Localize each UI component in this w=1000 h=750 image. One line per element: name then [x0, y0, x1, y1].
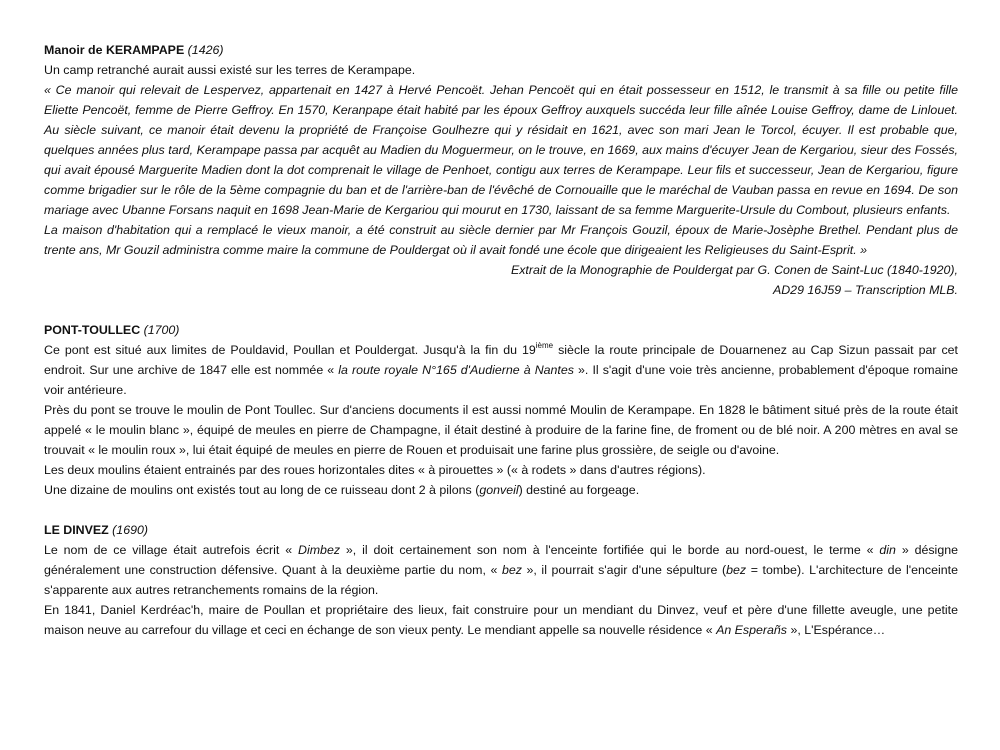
section-title: Manoir de KERAMPAPE — [44, 43, 185, 57]
section-title: LE DINVEZ — [44, 523, 109, 537]
source-line: AD29 16J59 – Transcription MLB. — [772, 283, 958, 297]
text-run: Le nom de ce village était autrefois écrit « — [44, 543, 299, 557]
italic-run: bez — [726, 563, 747, 577]
section-date: (1426) — [187, 43, 224, 57]
paragraph — [44, 480, 958, 500]
section-heading — [44, 40, 958, 60]
text-run: » désigne généralement une construction défensive. Quant à la deuxième partie du nom, « — [44, 543, 958, 577]
paragraph: Un camp retranché aurait aussi existé sur les terres de Kerampape. — [44, 63, 416, 77]
quote-paragraph: La maison d'habitation qui a remplacé le vieux manoir, a été construit au siècle dernier par Mr François Gouzil, époux de Marie-Josèphe Brethel. Pendant plus de trente ans, Mr Gouzil administra comme maire la commune de Pouldergat où il avait fondé une école que dirigeaient les Religieuses du Saint-Esprit. » — [44, 223, 958, 257]
source-line: Extrait de la Monographie de Pouldergat par G. Conen de Saint-Luc (1840-1920), — [510, 263, 958, 277]
paragraph: Près du pont se trouve le moulin de Pont Toullec. Sur d'anciens documents il est aussi nommé Moulin de Kerampape. En 1828 le bâtiment situé près de la route était appelé « le moulin blanc », équipé de meules en pierre de Champagne, il était destiné à produire de la farine fine, de froment ou de blé noir. A 200 mètres en aval se trouvait « le moulin roux », lui était équipé de meules en pierre de Rouen et produisait une farine plus grossière, de seigle ou d'avoine. — [44, 403, 958, 457]
text-run: siècle la route principale de Douarnenez au Cap Sizun passait par cet endroit. Sur une archive de 1847 elle est nommée « — [44, 343, 959, 377]
italic-run: gonveil — [479, 483, 519, 497]
text-run: », il doit certainement son nom à l'enceinte fortifiée qui le borde au nord-ouest, le terme « — [340, 543, 880, 557]
section-pont-toullec — [44, 320, 958, 500]
section-title: PONT-TOULLEC — [44, 323, 141, 337]
italic-run: la route royale N°165 d'Audierne à Nantes — [338, 363, 574, 377]
section-kerampape — [44, 40, 958, 300]
text-run: Une dizaine de moulins ont existés tout au long de ce ruisseau dont 2 à pilons ( — [44, 483, 480, 497]
superscript: ième — [535, 341, 554, 350]
italic-run: din — [879, 543, 896, 557]
text-run: ) destiné au forgeage. — [518, 483, 640, 497]
document-page — [44, 40, 958, 660]
italic-run: An Esperañs — [716, 623, 788, 637]
italic-run: Dimbez — [298, 543, 341, 557]
paragraph — [44, 340, 958, 400]
paragraph — [44, 540, 958, 600]
text-run: En 1841, Daniel Kerdréac'h, maire de Poullan et propriétaire des lieux, fait construire pour un mendiant du Dinvez, veuf et père d'une fillette aveugle, une petite maison neuve au carrefour du village et ceci en échange de son vieux penty. Le mendiant appelle sa nouvelle résidence « — [44, 603, 958, 637]
text-run: Ce pont est situé aux limites de Pouldavid, Poullan et Pouldergat. Jusqu'à la fin du 19 — [44, 343, 536, 357]
text-run: », L'Espérance… — [787, 623, 886, 637]
text-run: ». Il s'agit d'une voie très ancienne, probablement d'époque romaine voir antérieure. — [44, 363, 958, 397]
section-date: (1690) — [112, 523, 148, 537]
text-run: », il pourrait s'agir d'une sépulture ( — [521, 563, 727, 577]
section-date: (1700) — [143, 323, 180, 337]
section-heading — [44, 320, 958, 340]
italic-run: bez — [501, 563, 522, 577]
section-heading — [44, 520, 958, 540]
paragraph — [44, 600, 958, 640]
paragraph: Les deux moulins étaient entrainés par des roues horizontales dites « à pirouettes » (« à rodets » dans d'autres régions). — [44, 463, 706, 477]
quote-paragraph: « Ce manoir qui relevait de Lespervez, appartenait en 1427 à Hervé Pencoët. Jehan Pencoët qui en était possesseur en 1512, le transmit à sa fille ou petite fille Eliette Pencoët, femme de Pierre Geffroy. En 1570, Keranpape était habité par les époux Geffroy auxquels succéda leur fille aînée Louise Geffroy, dame de Linlouet. Au siècle suivant, ce manoir était devenu la propriété de Françoise Goulhezre qui y résidait en 1621, avec son mari Jean le Torcol, écuyer. Il est probable que, quelques années plus tard, Kerampape passa par acquêt au Madien du Moguermeur, on le trouve, en 1669, aux mains d'écuyer Jean de Kergariou, sieur des Fossés, qui avait épousé Marguerite Madien dont la dot comprenait le village de Penhoet, contigu aux terres de Kerampape. Leur fils et successeur, Jean de Kergariou, figure comme brigadier sur le rôle de la 5ème compagnie du ban et de l'arrière-ban de l'évêché de Cornouaille que le maréchal de Vauban passa en revue en 1694. De son mariage avec Ubanne Forsans naquit en 1698 Jean-Marie de Kergariou qui mourut en 1730, laissant de sa femme Marguerite-Ursule du Combout, plusieurs enfants. — [44, 83, 958, 217]
section-le-dinvez — [44, 520, 958, 640]
text-run: = tombe). L'architecture de l'enceinte s'apparente aux autres retranchements romains de la région. — [44, 563, 959, 597]
